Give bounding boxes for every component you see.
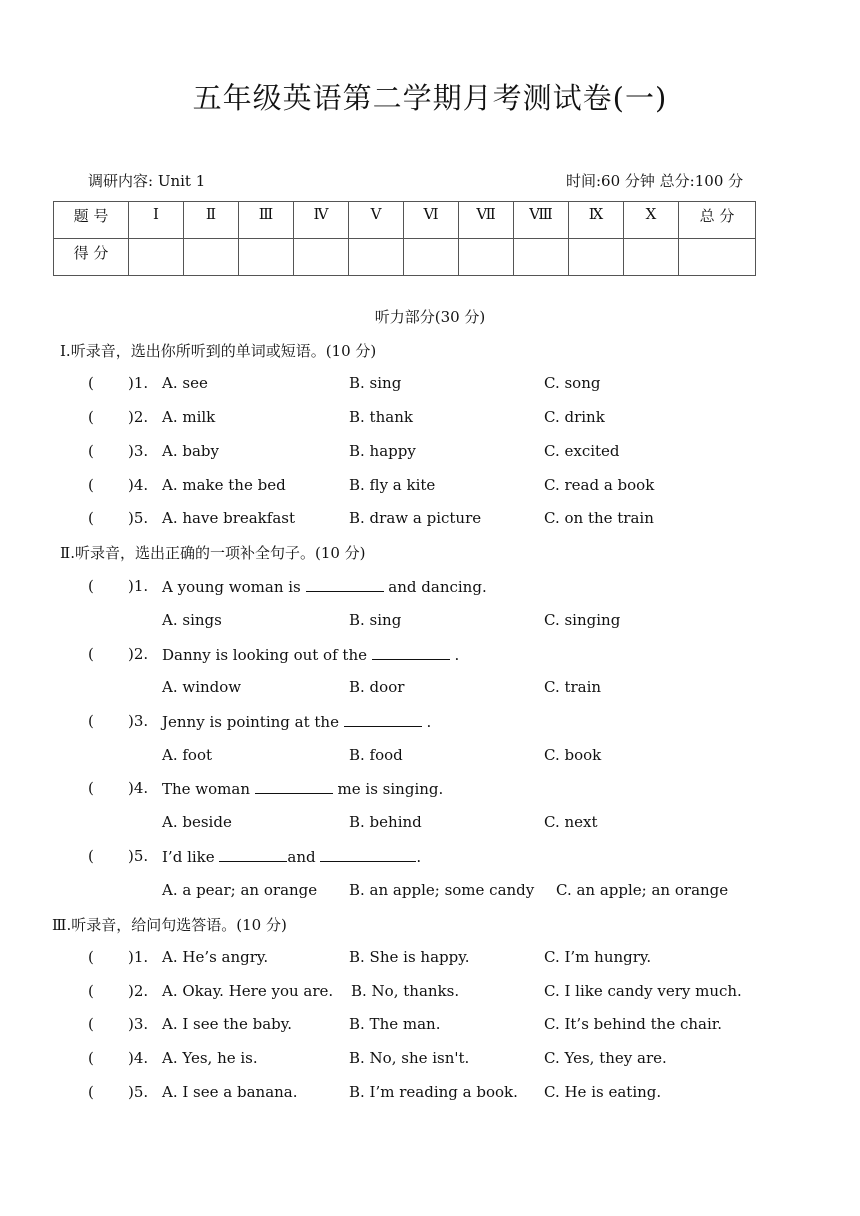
score-cell-total[interactable] xyxy=(679,239,756,276)
option-c: C. He is eating. xyxy=(544,1083,662,1101)
sentence-text: A young woman is xyxy=(162,578,306,596)
fill-blank[interactable] xyxy=(372,645,450,660)
part1-question xyxy=(0,509,860,531)
sentence-text: I’d like xyxy=(162,848,220,866)
answer-paren[interactable]: ( xyxy=(88,509,94,527)
question-number: )2. xyxy=(128,645,149,663)
question-sentence xyxy=(162,577,487,596)
score-header-cell: Ⅹ xyxy=(624,202,679,239)
part3-title: Ⅲ.听录音，给问句选答语。(10 分) xyxy=(52,916,287,934)
time-and-score: 时间:60 分钟 总分:100 分 xyxy=(566,172,744,190)
sentence-text: . xyxy=(416,848,422,866)
score-header-cell: Ⅷ xyxy=(514,202,569,239)
answer-paren[interactable]: ( xyxy=(88,948,94,966)
option-b: B. door xyxy=(349,678,405,696)
score-header-cell: Ⅱ xyxy=(184,202,239,239)
option-b: B. thank xyxy=(349,408,413,426)
part2-options xyxy=(0,678,860,700)
option-c: C. drink xyxy=(544,408,605,426)
option-a: A. make the bed xyxy=(162,476,286,494)
part2-options xyxy=(0,881,860,903)
score-cell[interactable] xyxy=(239,239,294,276)
score-header-cell: Ⅴ xyxy=(349,202,404,239)
part1-question xyxy=(0,408,860,430)
score-table-score-row xyxy=(54,239,756,276)
score-header-total: 总 分 xyxy=(679,202,756,239)
option-b: B. fly a kite xyxy=(349,476,436,494)
score-cell[interactable] xyxy=(459,239,514,276)
option-b: B. food xyxy=(349,746,403,764)
part1-question xyxy=(0,476,860,498)
part3-question xyxy=(0,1015,860,1037)
score-cell[interactable] xyxy=(569,239,624,276)
option-c: C. read a book xyxy=(544,476,655,494)
sentence-text: and dancing. xyxy=(383,578,487,596)
score-header-cell: Ⅰ xyxy=(129,202,184,239)
option-c: C. I’m hungry. xyxy=(544,948,652,966)
option-a: A. He’s angry. xyxy=(162,948,269,966)
question-number: )3. xyxy=(128,1015,149,1033)
option-c: C. excited xyxy=(544,442,620,460)
fill-blank[interactable] xyxy=(306,577,384,592)
part2-title: Ⅱ.听录音，选出正确的一项补全句子。(10 分) xyxy=(60,544,366,562)
question-number: )5. xyxy=(128,509,149,527)
option-c: C. song xyxy=(544,374,601,392)
score-cell[interactable] xyxy=(349,239,404,276)
score-row-label: 得 分 xyxy=(54,239,129,276)
part1-title: Ⅰ.听录音，选出你所听到的单词或短语。(10 分) xyxy=(60,342,377,360)
question-number: )1. xyxy=(128,577,149,595)
part3-question xyxy=(0,982,860,1004)
answer-paren[interactable]: ( xyxy=(88,1049,94,1067)
answer-paren[interactable]: ( xyxy=(88,577,94,595)
part2-question xyxy=(0,645,860,667)
part2-options xyxy=(0,611,860,633)
option-a: A. a pear; an orange xyxy=(162,881,318,899)
option-a: A. baby xyxy=(162,442,219,460)
score-cell[interactable] xyxy=(514,239,569,276)
score-header-cell: Ⅵ xyxy=(404,202,459,239)
sentence-text: me is singing. xyxy=(332,780,444,798)
survey-content: 调研内容: Unit 1 xyxy=(88,172,206,190)
answer-paren[interactable]: ( xyxy=(88,847,94,865)
fill-blank[interactable] xyxy=(219,847,287,862)
answer-paren[interactable]: ( xyxy=(88,408,94,426)
option-b: B. The man. xyxy=(349,1015,441,1033)
option-a: A. sings xyxy=(162,611,222,629)
part2-question xyxy=(0,577,860,599)
page-title: 五年级英语第二学期月考测试卷(一) xyxy=(192,81,668,115)
question-number: )3. xyxy=(128,712,149,730)
question-sentence xyxy=(162,645,459,664)
option-b: B. I’m reading a book. xyxy=(349,1083,518,1101)
question-sentence xyxy=(162,712,431,731)
option-b: B. She is happy. xyxy=(349,948,470,966)
score-header-cell: Ⅸ xyxy=(569,202,624,239)
answer-paren[interactable]: ( xyxy=(88,645,94,663)
answer-paren[interactable]: ( xyxy=(88,476,94,494)
score-table xyxy=(53,201,756,276)
part2-options xyxy=(0,746,860,768)
score-cell[interactable] xyxy=(184,239,239,276)
part2-question xyxy=(0,779,860,801)
question-number: )4. xyxy=(128,779,149,797)
answer-paren[interactable]: ( xyxy=(88,712,94,730)
part3-question xyxy=(0,948,860,970)
option-b: B. sing xyxy=(349,374,402,392)
score-cell[interactable] xyxy=(624,239,679,276)
part3-question xyxy=(0,1049,860,1071)
option-a: A. foot xyxy=(162,746,213,764)
option-b: B. an apple; some candy xyxy=(349,881,535,899)
question-number: )2. xyxy=(128,982,149,1000)
score-cell[interactable] xyxy=(129,239,184,276)
answer-paren[interactable]: ( xyxy=(88,1015,94,1033)
part1-question xyxy=(0,374,860,396)
score-header-cell: Ⅶ xyxy=(459,202,514,239)
fill-blank[interactable] xyxy=(344,712,422,727)
option-c: C. train xyxy=(544,678,602,696)
sentence-text: The woman xyxy=(162,780,255,798)
answer-paren[interactable]: ( xyxy=(88,982,94,1000)
sentence-text: . xyxy=(421,713,432,731)
option-a: A. milk xyxy=(162,408,216,426)
sentence-text: Danny is looking out of the xyxy=(162,646,372,664)
option-b: B. sing xyxy=(349,611,402,629)
answer-paren[interactable]: ( xyxy=(88,442,94,460)
option-c: C. Yes, they are. xyxy=(544,1049,667,1067)
part2-question xyxy=(0,712,860,734)
question-number: )5. xyxy=(128,847,149,865)
option-a: A. window xyxy=(162,678,242,696)
option-b: B. No, she isn't. xyxy=(349,1049,470,1067)
part1-question xyxy=(0,442,860,464)
option-a: A. Yes, he is. xyxy=(162,1049,258,1067)
question-number: )4. xyxy=(128,476,149,494)
option-c: C. an apple; an orange xyxy=(556,881,729,899)
question-number: )5. xyxy=(128,1083,149,1101)
answer-paren[interactable]: ( xyxy=(88,374,94,392)
question-sentence xyxy=(162,779,443,798)
sentence-text: . xyxy=(449,646,460,664)
sentence-text: Jenny is pointing at the xyxy=(162,713,344,731)
option-c: C. I like candy very much. xyxy=(544,982,742,1000)
option-a: A. see xyxy=(162,374,208,392)
question-number: )1. xyxy=(128,948,149,966)
option-c: C. singing xyxy=(544,611,621,629)
answer-paren[interactable]: ( xyxy=(88,779,94,797)
question-sentence xyxy=(162,847,421,866)
part2-question xyxy=(0,847,860,869)
option-c: C. book xyxy=(544,746,602,764)
part3-question xyxy=(0,1083,860,1105)
option-b: B. No, thanks. xyxy=(351,982,460,1000)
fill-blank[interactable] xyxy=(255,779,333,794)
answer-paren[interactable]: ( xyxy=(88,1083,94,1101)
option-c: C. It’s behind the chair. xyxy=(544,1015,723,1033)
option-c: C. next xyxy=(544,813,598,831)
option-b: B. happy xyxy=(349,442,416,460)
option-b: B. behind xyxy=(349,813,422,831)
option-a: A. have breakfast xyxy=(162,509,295,527)
option-a: A. I see a banana. xyxy=(162,1083,298,1101)
option-c: C. on the train xyxy=(544,509,654,527)
sentence-text: and xyxy=(287,848,321,866)
question-number: )2. xyxy=(128,408,149,426)
option-a: A. I see the baby. xyxy=(162,1015,293,1033)
question-number: )4. xyxy=(128,1049,149,1067)
listening-section-title: 听力部分(30 分) xyxy=(374,308,486,326)
option-b: B. draw a picture xyxy=(349,509,482,527)
option-a: A. Okay. Here you are. xyxy=(162,982,334,1000)
score-header-cell: Ⅲ xyxy=(239,202,294,239)
option-a: A. beside xyxy=(162,813,232,831)
question-number: )3. xyxy=(128,442,149,460)
score-cell[interactable] xyxy=(404,239,459,276)
score-header-label: 题 号 xyxy=(54,202,129,239)
part2-options xyxy=(0,813,860,835)
fill-blank[interactable] xyxy=(320,847,416,862)
score-header-cell: Ⅳ xyxy=(294,202,349,239)
question-number: )1. xyxy=(128,374,149,392)
score-table-header-row xyxy=(54,202,756,239)
score-cell[interactable] xyxy=(294,239,349,276)
